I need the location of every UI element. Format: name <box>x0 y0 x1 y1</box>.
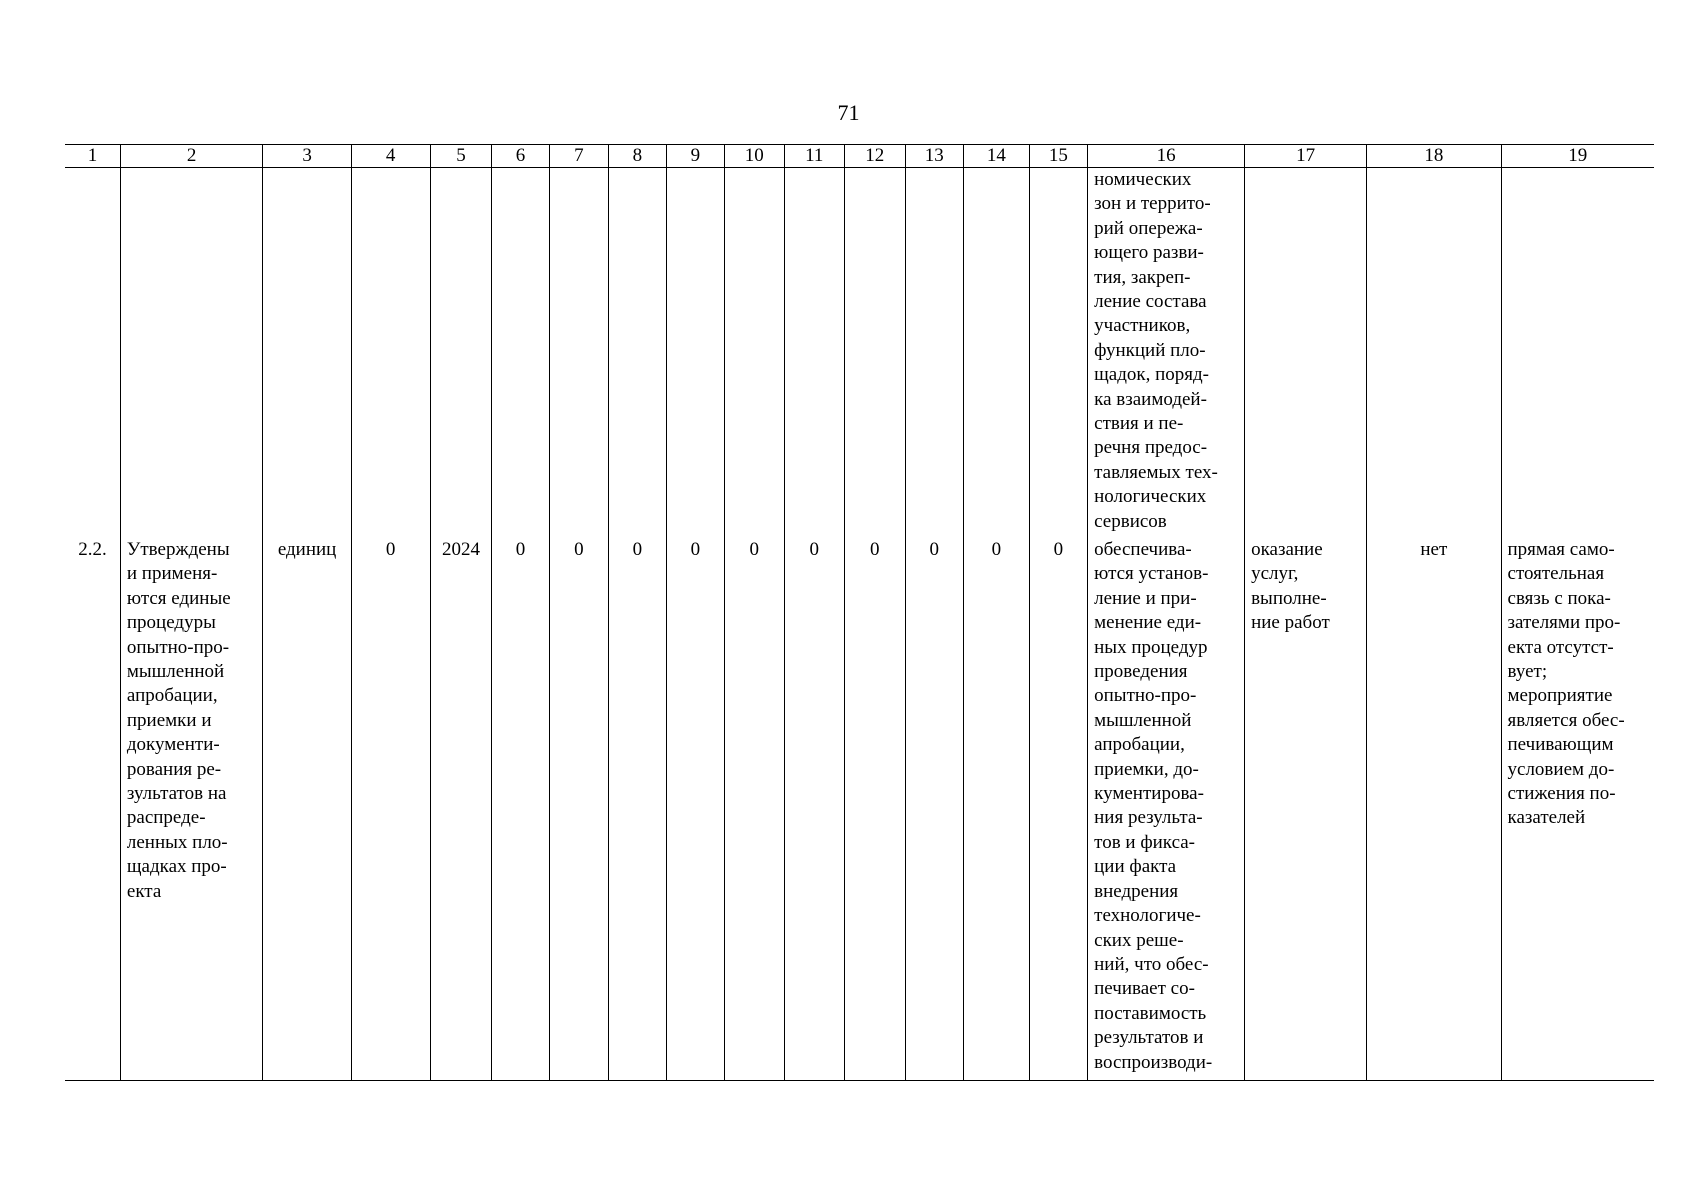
column-number: 12 <box>845 145 906 168</box>
column-number: 11 <box>784 145 845 168</box>
column-number: 5 <box>430 145 492 168</box>
year-value-cell: 0 <box>964 537 1030 1081</box>
column-number: 15 <box>1029 145 1087 168</box>
flag-cell: нет <box>1367 537 1501 1081</box>
indicators-table <box>65 144 1654 1081</box>
column-number: 3 <box>263 145 351 168</box>
year-value-cell: 0 <box>725 537 784 1081</box>
year-value-cell: 0 <box>905 537 963 1081</box>
result-description-cell: номических зон и террито- рий опережа- ющего разви- тия, закреп- ление состава участников, функций пло- щадок, поряд- ка взаимодей- ствия и пе- речня предос- тавляемых тех- нологических сервисов <box>1088 168 1245 538</box>
base-year-cell: 2024 <box>430 537 492 1081</box>
result-type-cell: оказание услуг, выполне- ние работ <box>1245 537 1367 1081</box>
column-number: 1 <box>65 145 120 168</box>
year-value-cell: 0 <box>609 537 666 1081</box>
column-number: 14 <box>964 145 1030 168</box>
column-number: 17 <box>1245 145 1367 168</box>
year-value-cell: 0 <box>549 537 608 1081</box>
column-number: 18 <box>1367 145 1501 168</box>
column-number: 13 <box>905 145 963 168</box>
table-row <box>65 537 1654 1081</box>
column-number: 4 <box>351 145 430 168</box>
column-number: 10 <box>725 145 784 168</box>
year-value-cell: 0 <box>1029 537 1087 1081</box>
relation-cell: прямая само- стоятельная связь с пока- зателями про- екта отсутст- вует; мероприятие является обес- печивающим условием до- стижения по- казателей <box>1501 537 1654 1081</box>
row-number-cell: 2.2. <box>65 537 120 1081</box>
indicator-name-cell: Утверждены и применя- ются единые процедуры опытно-про- мышленной апробации, приемки и документи- рования ре- зультатов на распреде- ленных пло- щадках про- екта <box>120 537 263 1081</box>
result-description-cell: обеспечива- ются установ- ление и при- менение еди- ных процедур проведения опытно-про- мышленной апробации, приемки, до- кументирова- ния результа- тов и фикса- ции факта внедрения технологиче- ских реше- ний, что обес- печивает со- поставимость результатов и воспроизводи- <box>1088 537 1245 1081</box>
year-value-cell: 0 <box>492 537 549 1081</box>
page-number: 71 <box>837 100 860 125</box>
column-number: 16 <box>1088 145 1245 168</box>
column-number: 6 <box>492 145 549 168</box>
year-value-cell: 0 <box>845 537 906 1081</box>
column-number: 7 <box>549 145 608 168</box>
column-number: 9 <box>666 145 724 168</box>
unit-cell: единиц <box>263 537 351 1081</box>
year-value-cell: 0 <box>666 537 724 1081</box>
year-value-cell: 0 <box>784 537 845 1081</box>
base-value-cell: 0 <box>351 537 430 1081</box>
table-row-continued <box>65 168 1654 538</box>
column-number-row <box>65 145 1654 168</box>
column-number: 2 <box>120 145 263 168</box>
column-number: 19 <box>1501 145 1654 168</box>
column-number: 8 <box>609 145 666 168</box>
